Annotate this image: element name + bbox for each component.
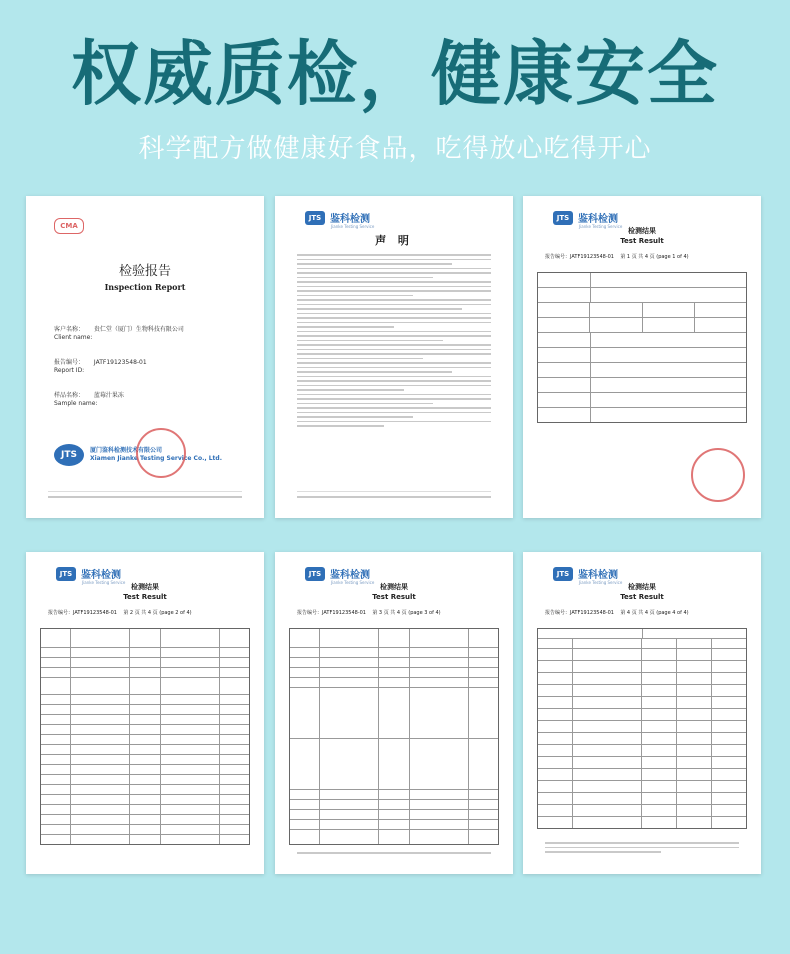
page-subtitle: 科学配方做健康好食品，吃得放心吃得开心	[138, 134, 652, 164]
brand-name: 鉴科检测	[330, 570, 370, 581]
cma-mark-icon: CMA	[54, 218, 84, 234]
brand-logo	[56, 566, 121, 581]
result-heading: 检测结果 Test Result	[372, 583, 416, 601]
result-report-id: 报告编号：JATF19123548-01 第 3 页 共 4 页 (page 3 of 4)	[297, 610, 441, 616]
report-cover-document	[26, 196, 264, 518]
result-table	[289, 628, 499, 845]
doc-footer	[297, 491, 491, 502]
jts-logo-icon: JTS	[553, 567, 573, 581]
result-report-id: 报告编号：JATF19123548-01 第 2 页 共 4 页 (page 2 of 4)	[48, 610, 192, 616]
statement-body	[297, 254, 491, 430]
result-table	[40, 628, 250, 845]
brand-sub: Jianke Testing Service	[331, 224, 375, 229]
test-result-page-4	[523, 552, 761, 874]
report-id-field: 报告编号： JATF19123548-01 Report ID:	[54, 359, 147, 374]
result-table	[537, 628, 747, 829]
result-heading: 检测结果 Test Result	[620, 583, 664, 601]
result-report-id: 报告编号：JATF19123548-01 第 1 页 共 4 页 (page 1 of 4)	[545, 254, 689, 260]
test-result-page-3	[275, 552, 513, 874]
test-result-page-1	[523, 196, 761, 518]
brand-name: 鉴科检测	[330, 214, 370, 225]
brand-name: 鉴科检测	[578, 570, 618, 581]
test-result-page-2	[26, 552, 264, 874]
company-name-en: Xiamen Jianke Testing Service Co., Ltd.	[90, 455, 222, 462]
statement-title: 声 明	[375, 234, 413, 247]
client-field: 客户名称： 贵仁堂（厦门）生物科技有限公司 Client name:	[54, 326, 184, 341]
jts-logo-icon: JTS	[305, 567, 325, 581]
company-name-cn: 厦门鉴科检测技术有限公司	[90, 447, 163, 454]
cover-title-cn: 检验报告	[118, 264, 171, 279]
brand-logo	[305, 566, 370, 581]
page-title: 权威质检，健康安全	[71, 32, 719, 115]
jts-logo-icon: JTS	[54, 444, 84, 466]
brand-name: 鉴科检测	[81, 570, 121, 581]
result-note	[545, 842, 739, 856]
cover-fields	[54, 326, 184, 425]
sample-info-table	[537, 272, 747, 423]
brand-sub: Jianke Testing Service	[579, 224, 623, 229]
jts-logo-icon: JTS	[553, 211, 573, 225]
seal-stamp-icon	[691, 448, 745, 502]
brand-name: 鉴科检测	[578, 214, 618, 225]
cover-title	[26, 260, 264, 292]
result-note	[297, 852, 491, 857]
cover-title-en: Inspection Report	[104, 282, 186, 292]
doc-footer	[48, 491, 242, 502]
jts-logo-icon: JTS	[305, 211, 325, 225]
brand-logo	[553, 566, 618, 581]
jts-logo-icon: JTS	[56, 567, 76, 581]
result-heading: 检测结果 Test Result	[620, 227, 664, 245]
statement-document	[275, 196, 513, 518]
brand-logo	[553, 210, 618, 225]
brand-sub: Jianke Testing Service	[579, 580, 623, 585]
brand-sub: Jianke Testing Service	[331, 580, 375, 585]
result-heading: 检测结果 Test Result	[123, 583, 167, 601]
sample-field: 样品名称： 蓝莓汁果冻 Sample name:	[54, 392, 124, 407]
brand-logo	[305, 210, 370, 225]
seal-stamp-icon	[136, 428, 186, 478]
result-report-id: 报告编号：JATF19123548-01 第 4 页 共 4 页 (page 4 of 4)	[545, 610, 689, 616]
brand-sub: Jianke Testing Service	[82, 580, 126, 585]
